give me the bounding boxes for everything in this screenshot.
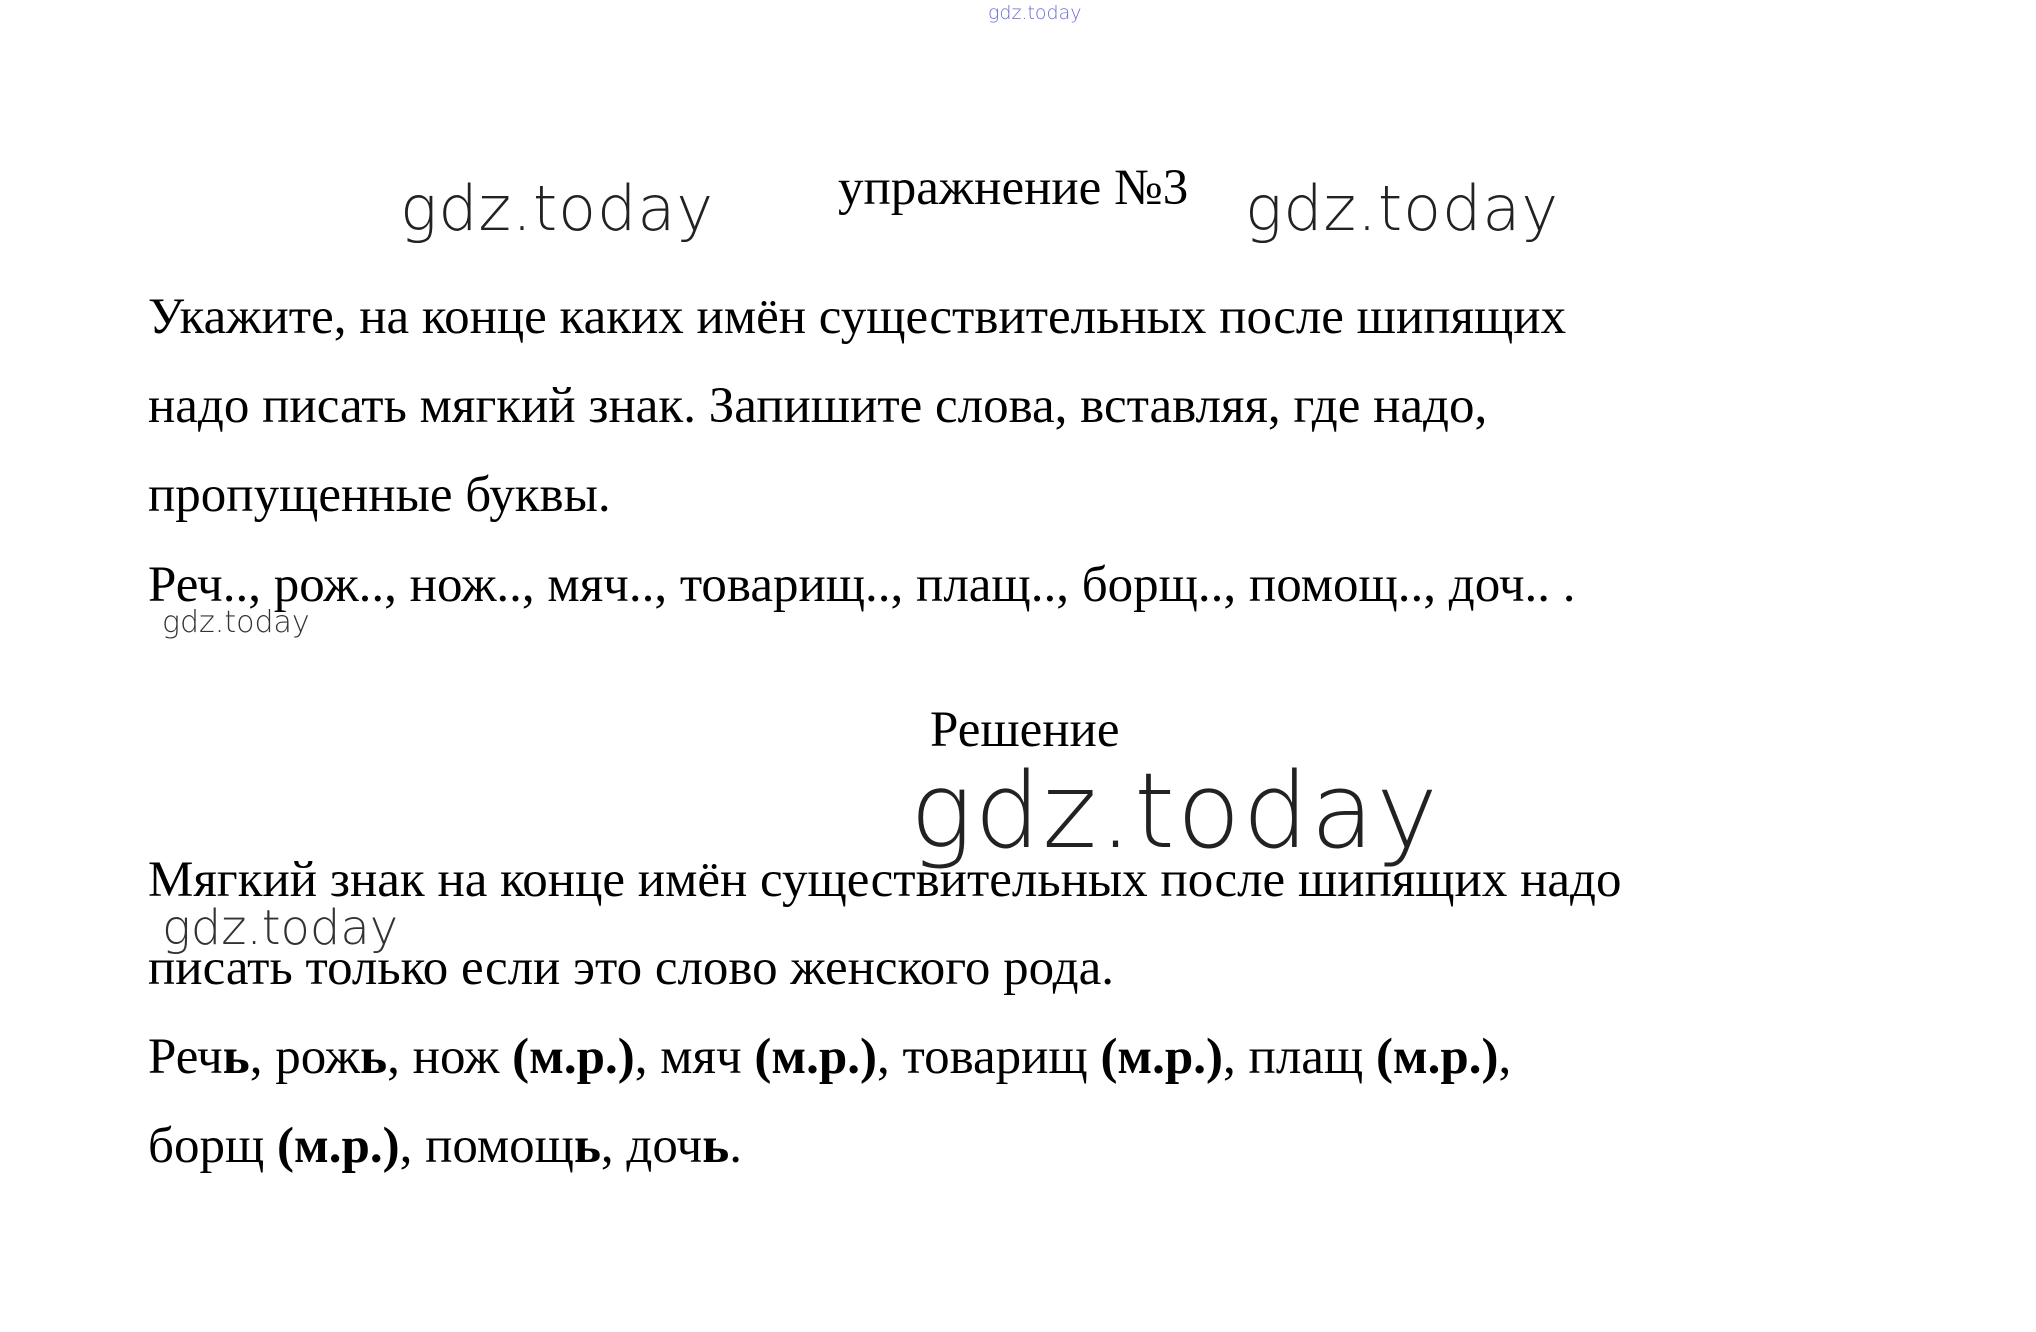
task-word-list: Реч.., рож.., нож.., мяч.., товарищ.., плащ.., борщ.., помощ.., доч.. . [148, 557, 1576, 613]
watermark-solution-left: gdz.today [162, 900, 399, 956]
bold-segment: (м.р.) [1100, 1029, 1224, 1085]
task-line-1: Укажите, на конце каких имён существительных после шипящих [148, 289, 1567, 345]
bold-segment: (м.р.) [1375, 1029, 1499, 1085]
bold-segment: ь [702, 1118, 730, 1174]
solution-words-line-1 [148, 1027, 1511, 1087]
text-segment: , помощ [399, 1118, 574, 1174]
bold-segment: ь [222, 1029, 250, 1085]
solution-rule-line-2: писать только если это слово женского рода. [148, 940, 1114, 996]
bold-segment: (м.р.) [512, 1029, 635, 1085]
text-segment: борщ [148, 1118, 277, 1174]
watermark-title-right: gdz.today [1245, 172, 1560, 245]
bold-segment: (м.р.) [754, 1029, 877, 1085]
text-segment: , рож [249, 1029, 361, 1085]
solution-rule-line-1: Мягкий знак на конце имён существительных после шипящих надо [148, 852, 1622, 908]
text-segment: , доч [600, 1118, 703, 1174]
task-line-2: надо писать мягкий знак. Запишите слова, вставляя, где надо, [148, 378, 1488, 434]
bold-segment: ь [573, 1118, 601, 1174]
text-segment: , товарищ [876, 1029, 1101, 1085]
watermark-top: gdz.today [988, 2, 1082, 24]
exercise-title: упражнение №3 [838, 160, 1189, 216]
text-segment: , плащ [1223, 1029, 1376, 1085]
solution-heading: Решение [930, 702, 1120, 758]
task-line-3: пропущенные буквы. [148, 467, 611, 523]
watermark-title-left: gdz.today [400, 172, 715, 245]
watermark-under-task: gdz.today [162, 605, 310, 640]
text-segment: . [729, 1118, 742, 1174]
bold-segment: ь [360, 1029, 388, 1085]
text-segment: , нож [387, 1029, 513, 1085]
bold-segment: (м.р.) [276, 1118, 400, 1174]
watermark-solution-large: gdz.today [910, 750, 1440, 872]
text-segment: Реч [148, 1029, 223, 1085]
text-segment: , мяч [634, 1029, 755, 1085]
solution-words-line-2 [148, 1116, 742, 1176]
text-segment: , [1498, 1029, 1512, 1085]
